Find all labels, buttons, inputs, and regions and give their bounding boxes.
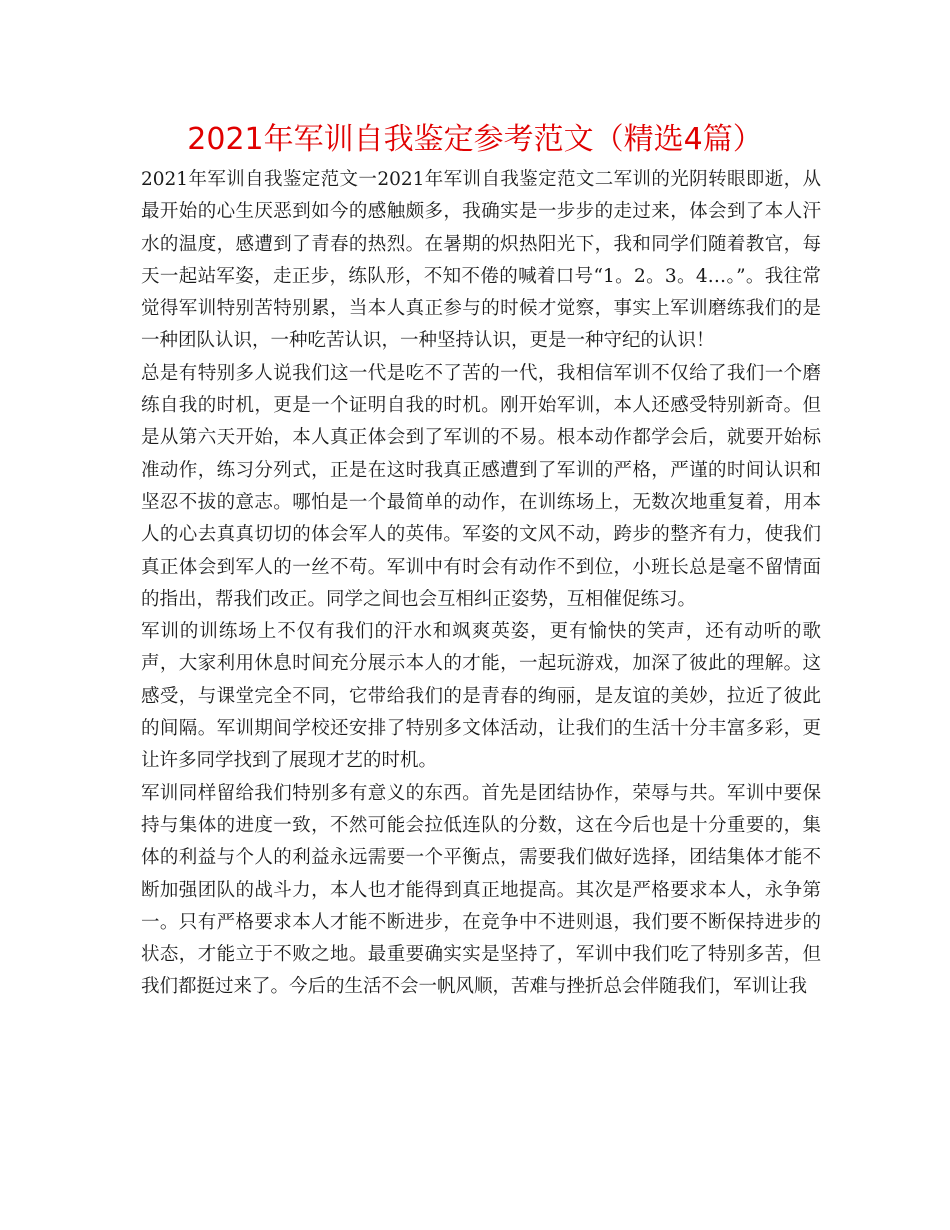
paragraph-1: 2021年军训自我鉴定范文一2021年军训自我鉴定范文二军训的光阴转眼即逝，从最开始的心生厌恶到如今的感触颇多，我确实是一步步的走过来，体会到了本人汗水的温度，感遭到了青春的热烈。在暑期的炽热阳光下，我和同学们随着教官，每天一起站军姿，走正步，练队形，不知不倦的喊着口号“1。2。3。4…。”。我往常觉得军训特别苦特别累，当本人真正参与的时候才觉察，事实上军训磨练我们的是一种团队认识，一种吃苦认识，一种坚持认识，更是一种守纪的认识！ [141,169,821,352]
document-body [141,164,821,1004]
paragraph-3: 军训的训练场上不仅有我们的汗水和飒爽英姿，更有愉快的笑声，还有动听的歌声，大家利用休息时间充分展示本人的才能，一起玩游戏，加深了彼此的理解。这感受，与课堂完全不同，它带给我们的是青春的绚丽，是友谊的美妙，拉近了彼此的间隔。军训期间学校还安排了特别多文体活动，让我们的生活十分丰富多彩，更让许多同学找到了展现才艺的时机。 [141,621,821,772]
document-title: 2021年军训自我鉴定参考范文（精选4篇） [187,122,763,157]
paragraph-4: 军训同样留给我们特别多有意义的东西。首先是团结协作，荣辱与共。军训中要保持与集体的进度一致，不然可能会拉低连队的分数，这在今后也是十分重要的，集体的利益与个人的利益永远需要一个平衡点，需要我们做好选择，团结集体才能不断加强团队的战斗力，本人也才能得到真正地提高。其次是严格要求本人，永争第一。只有严格要求本人才能不断进步，在竞争中不进则退，我们要不断保持进步的状态，才能立于不败之地。最重要确实实是坚持了，军训中我们吃了特别多苦，但我们都挺过来了。今后的生活不会一帆风顺，苦难与挫折总会伴随我们，军训让我 [141,782,821,998]
paragraph-2: 总是有特别多人说我们这一代是吃不了苦的一代，我相信军训不仅给了我们一个磨练自我的时机，更是一个证明自我的时机。刚开始军训，本人还感受特别新奇。但是从第六天开始，本人真正体会到了军训的不易。根本动作都学会后，就要开始标准动作，练习分列式，正是在这时我真正感遭到了军训的严格，严谨的时间认识和坚忍不拔的意志。哪怕是一个最简单的动作，在训练场上，无数次地重复着，用本人的心去真真切切的体会军人的英伟。军姿的文风不动，跨步的整齐有力，使我们真正体会到军人的一丝不苟。军训中有时会有动作不到位，小班长总是毫不留情面的指出，帮我们改正。同学之间也会互相纠正姿势，互相催促练习。 [141,362,821,610]
